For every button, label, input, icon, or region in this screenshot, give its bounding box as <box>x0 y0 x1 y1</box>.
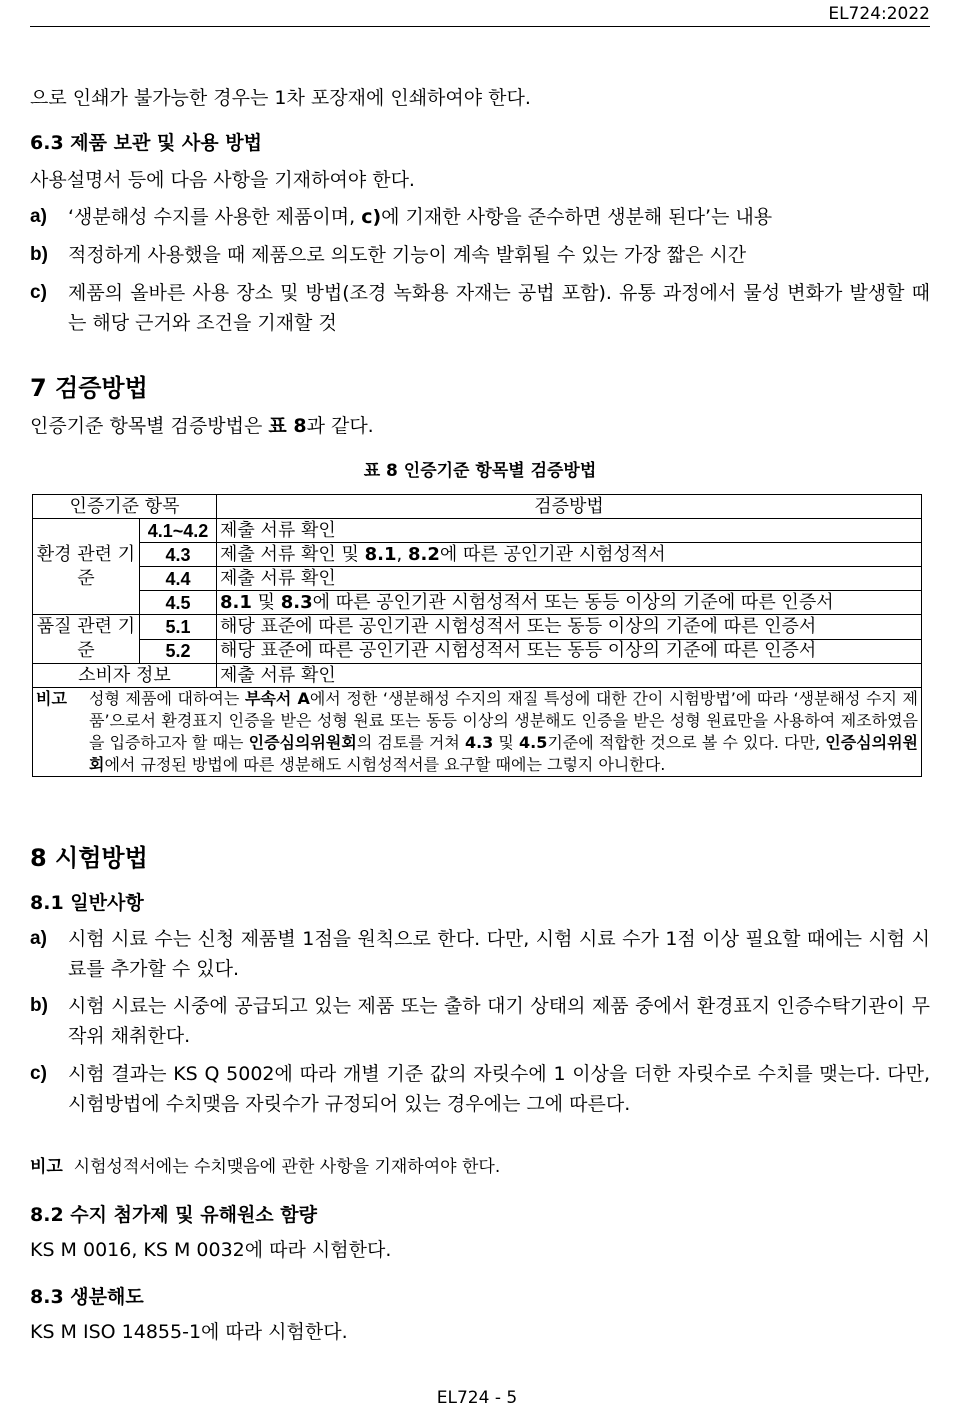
list-item-text: 시험 시료는 시중에 공급되고 있는 제품 또는 출하 대기 상태의 제품 중에서 환경표지 인증수탁기관이 무작위 채취한다. <box>68 995 930 1047</box>
section-8-2-body: KS M 0016, KS M 0032에 따라 시험한다. <box>30 1239 392 1261</box>
section-6-3-heading: 6.3 제품 보관 및 사용 방법 <box>30 132 262 154</box>
section-8-1-note <box>30 1153 930 1182</box>
section-7-heading: 7 검증방법 <box>30 374 148 402</box>
page-footer <box>0 1388 954 1408</box>
table-header-cell: 검증방법 <box>217 495 922 519</box>
table-header-cell: 인증기준 항목 <box>33 495 217 519</box>
table-row <box>33 519 922 543</box>
list-item-text: 시험 결과는 KS Q 5002에 따라 개별 기준 값의 자릿수에 1 이상을 더한 자릿수로 수치를 맺는다. 다만, 시험방법에 수치맺음 자릿수가 규정되어 있는 경우에는 그에 따른다. <box>68 1063 930 1115</box>
table-row <box>33 567 922 591</box>
item-number-cell: 4.4 <box>140 567 217 591</box>
verification-table <box>32 494 922 777</box>
page-number: EL724 - 5 <box>436 1388 518 1408</box>
note-text: 성형 제품에 대하여는 부속서 A에서 정한 ‘생분해성 수지의 재질 특성에 대한 간이 시험방법’에 따라 ‘생분해성 수지 제품’으로서 환경표지 인증을 받은 성형 원료 또는 동등 이상의 생분해도 인증을 받은 성형 원료만을 사용하여 제조하였음을 입증하고자 할 때는 인증심의위원회의 검토를 거쳐 4.3 및 4.5기준에 적합한 것으로 볼 수 있다. 다만, 인증심의위원회에서 규정된 방법에 따른 생분해도 시험성적서를 요구할 때에는 그렇지 아니한다. <box>89 689 918 774</box>
document-code: EL724:2022 <box>828 4 930 24</box>
method-cell: 해당 표준에 따른 공인기관 시험성적서 또는 동등 이상의 기준에 따른 인증서 <box>217 639 922 664</box>
section-8-3-heading: 8.3 생분해도 <box>30 1286 144 1308</box>
list-item-text: 제품의 올바른 사용 장소 및 방법(조경 녹화용 자재는 공법 포함). 유통 과정에서 물성 변화가 발생할 때는 해당 근거와 조건을 기재할 것 <box>68 282 930 334</box>
table-row <box>33 615 922 640</box>
method-cell: 8.1 및 8.3에 따른 공인기관 시험성적서 또는 동등 이상의 기준에 따른 인증서 <box>217 591 922 615</box>
page-header <box>30 4 930 27</box>
list-item-label: b) <box>30 995 48 1016</box>
list-item-label: c) <box>30 282 47 303</box>
section-7-body: 인증기준 항목별 검증방법은 표 8과 같다. <box>30 415 374 437</box>
table-row <box>33 543 922 567</box>
table-note-row <box>33 688 922 777</box>
section-8-3-body: KS M ISO 14855-1에 따라 시험한다. <box>30 1321 348 1343</box>
list-item-label: c) <box>30 1063 47 1084</box>
list-item <box>30 202 930 232</box>
list-item-label: b) <box>30 244 48 265</box>
section-6-3-body: 사용설명서 등에 다음 사항을 기재하여야 한다. <box>30 169 415 191</box>
intro-line: 으로 인쇄가 불가능한 경우는 1차 포장재에 인쇄하여야 한다. <box>30 87 531 109</box>
section-8-2-heading: 8.2 수지 첨가제 및 유해원소 함량 <box>30 1204 317 1226</box>
section-8-heading: 8 시험방법 <box>30 844 148 872</box>
list-item <box>30 1059 930 1119</box>
consumer-info-cell: 소비자 정보 <box>33 664 217 688</box>
method-cell: 해당 표준에 따른 공인기관 시험성적서 또는 동등 이상의 기준에 따른 인증서 <box>217 615 922 640</box>
item-number-cell: 4.3 <box>140 543 217 567</box>
item-number-cell: 4.1~4.2 <box>140 519 217 543</box>
item-number-cell: 5.2 <box>140 639 217 664</box>
item-number-cell: 4.5 <box>140 591 217 615</box>
group-cell-env: 환경 관련 기준 <box>33 519 140 615</box>
group-cell-quality: 품질 관련 기준 <box>33 615 140 664</box>
list-item <box>30 924 930 984</box>
method-cell: 제출 서류 확인 <box>217 519 922 543</box>
list-item-text: 적정하게 사용했을 때 제품으로 의도한 기능이 계속 발휘될 수 있는 가장 짧은 시간 <box>68 244 747 266</box>
table-row <box>33 664 922 688</box>
table-row <box>33 591 922 615</box>
table-caption: 표 8 인증기준 항목별 검증방법 <box>363 461 597 481</box>
method-cell: 제출 서류 확인 <box>217 567 922 591</box>
table-header-row <box>33 495 922 519</box>
list-item-text: 시험 시료 수는 신청 제품별 1점을 원칙으로 한다. 다만, 시험 시료 수가 1점 이상 필요할 때에는 시험 시료를 추가할 수 있다. <box>68 928 930 980</box>
method-cell: 제출 서류 확인 <box>217 664 922 688</box>
note-label: 비고 <box>30 1157 63 1177</box>
list-item-label: a) <box>30 928 47 949</box>
list-item <box>30 278 930 338</box>
list-item-label: a) <box>30 206 47 227</box>
list-item <box>30 240 930 270</box>
list-item <box>30 991 930 1051</box>
note-label: 비고 <box>36 689 67 708</box>
list-item-text: ‘생분해성 수지를 사용한 제품이며, c)에 기재한 사항을 준수하면 생분해 된다’는 내용 <box>68 206 773 228</box>
table-note <box>33 688 922 777</box>
item-number-cell: 5.1 <box>140 615 217 640</box>
method-cell: 제출 서류 확인 및 8.1, 8.2에 따른 공인기관 시험성적서 <box>217 543 922 567</box>
section-8-1-heading: 8.1 일반사항 <box>30 892 144 914</box>
table-row <box>33 639 922 664</box>
note-text: 시험성적서에는 수치맺음에 관한 사항을 기재하여야 한다. <box>73 1157 501 1177</box>
